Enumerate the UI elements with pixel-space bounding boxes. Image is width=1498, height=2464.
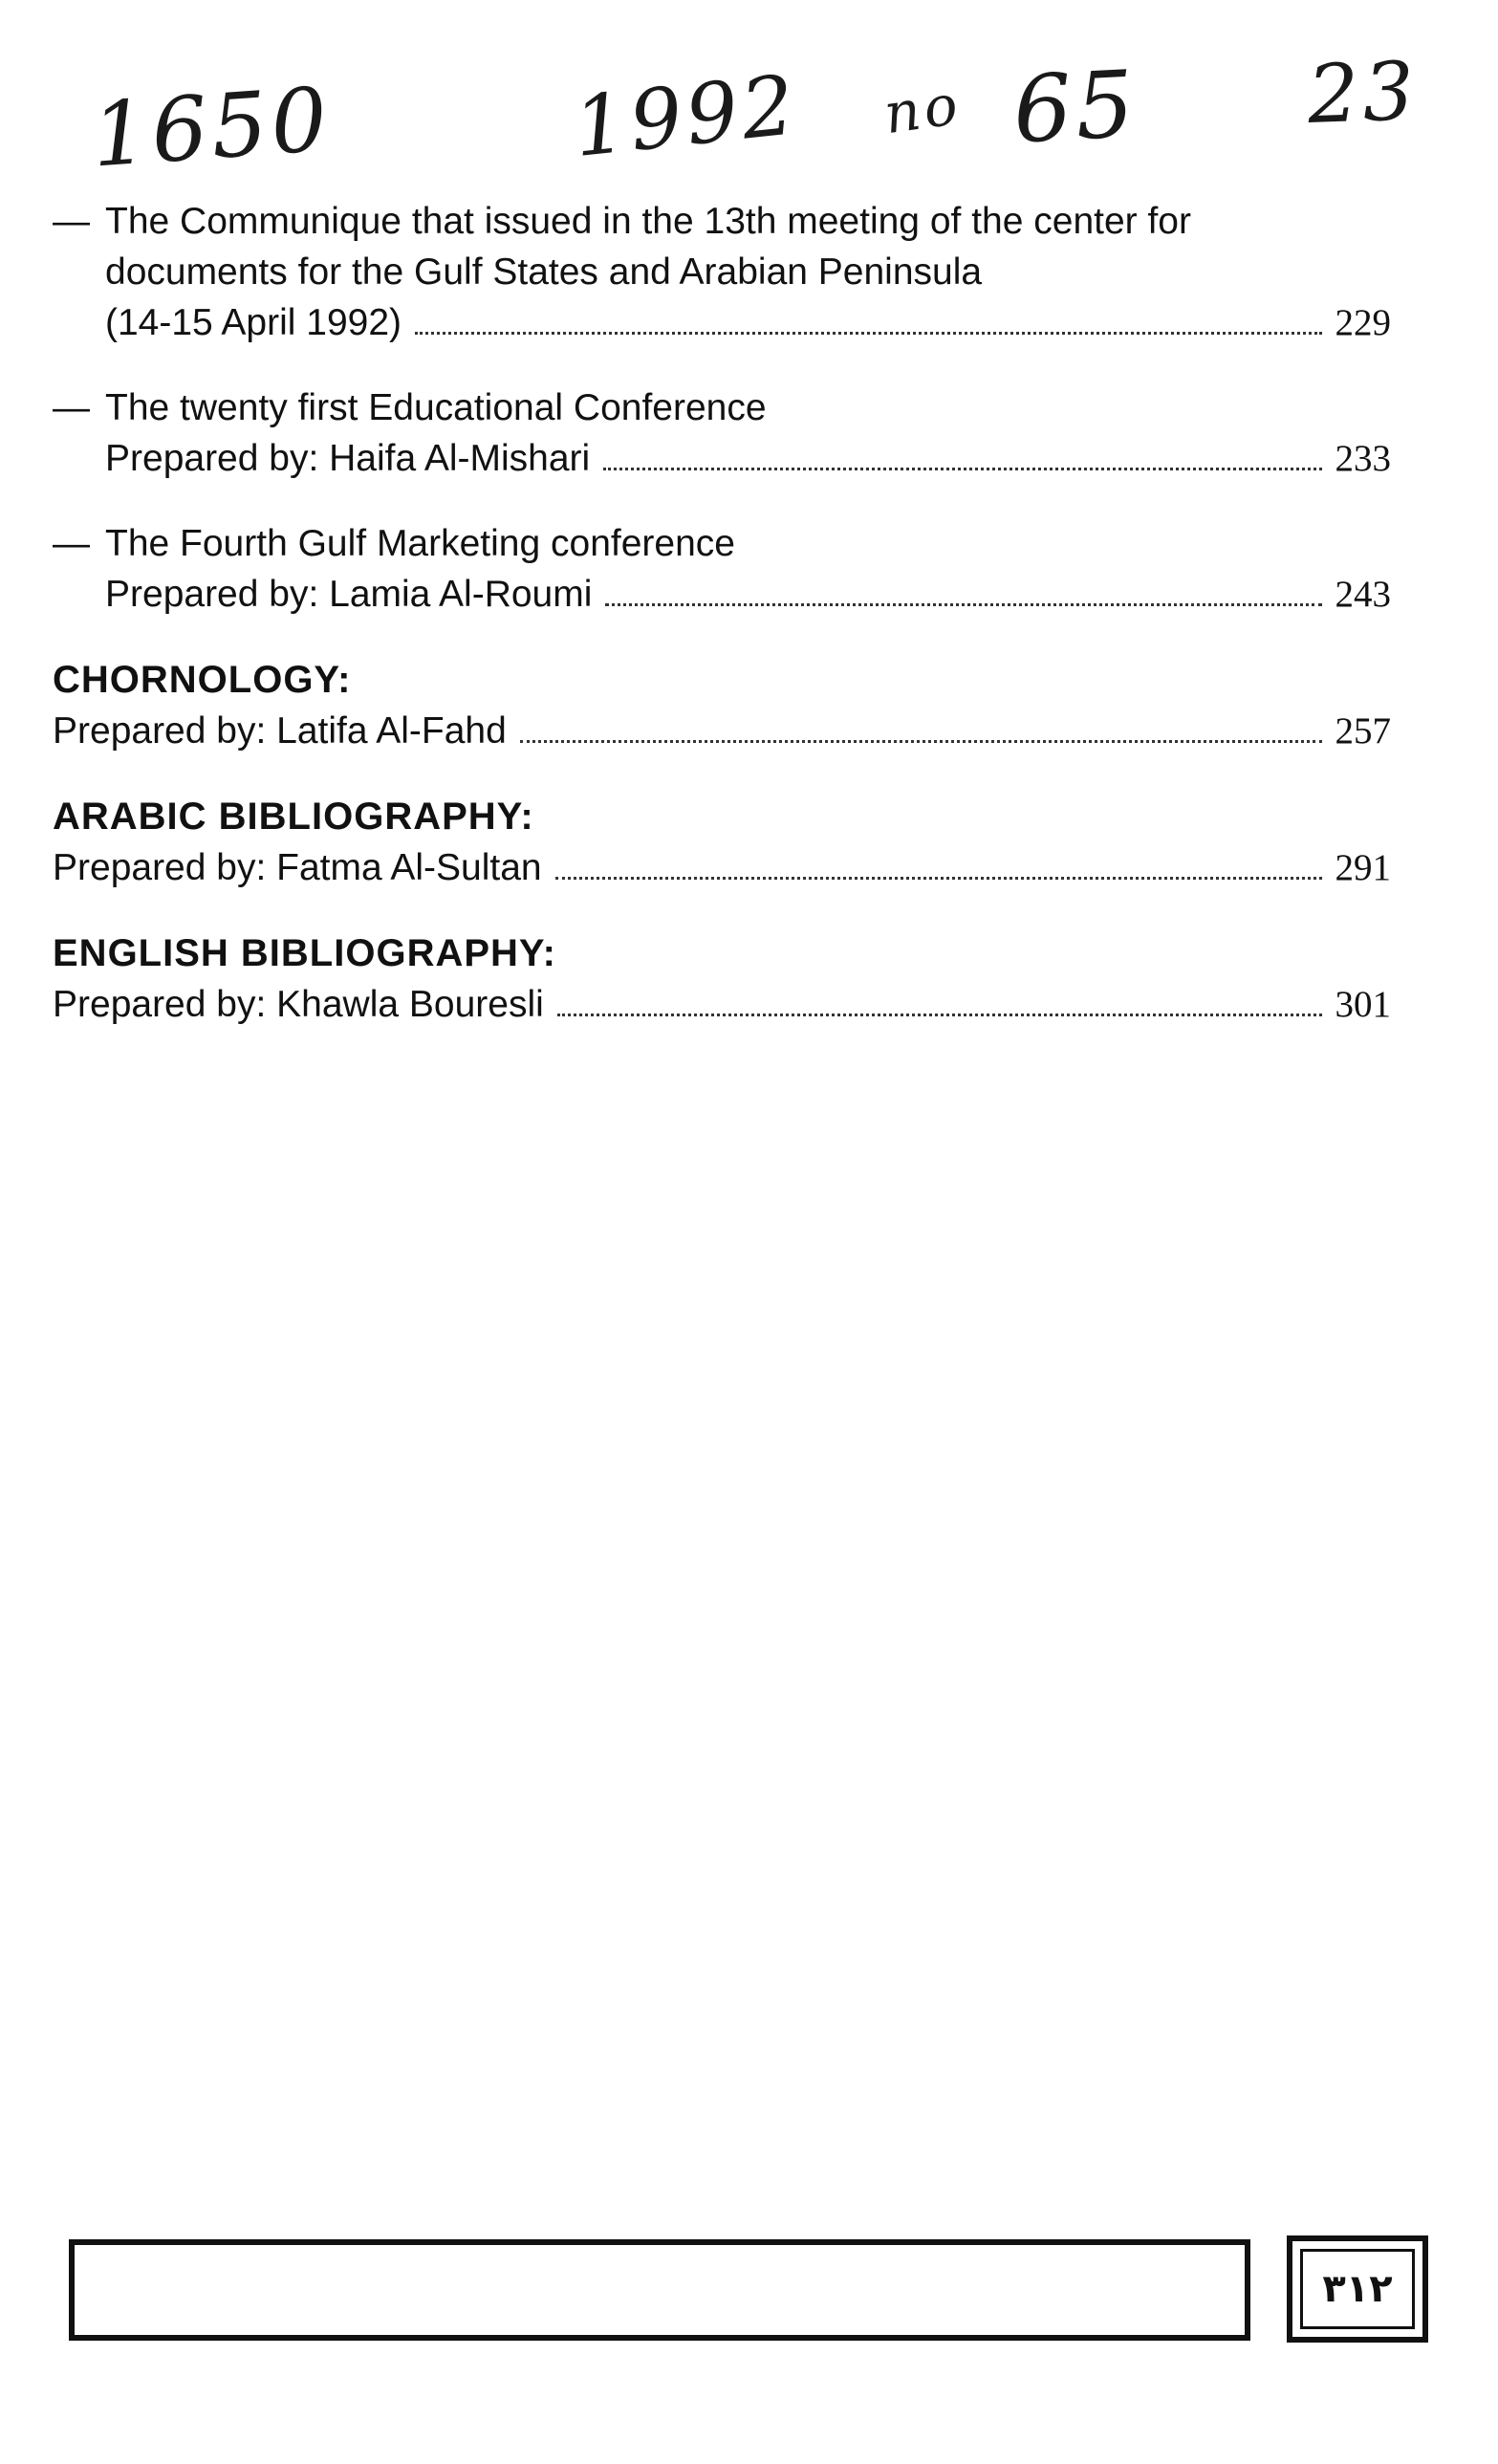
toc-entry-text: The twenty first Educational Conference [105, 387, 767, 428]
dot-leader [557, 1014, 1322, 1016]
toc-section [53, 791, 1391, 893]
page-reference: 233 [1335, 438, 1391, 479]
toc-section-author: Prepared by: Latifa Al-Fahd [53, 710, 507, 752]
toc-entry-text: (14-15 April 1992) [105, 302, 402, 343]
dot-leader [520, 740, 1322, 743]
toc-section [53, 927, 1391, 1030]
dash-mark: — [53, 201, 90, 242]
page-number: ٣١٢ [1322, 2267, 1393, 2311]
toc-entry-leader-line [53, 569, 1391, 620]
toc-entry-author: Prepared by: Lamia Al-Roumi [105, 574, 593, 615]
page-number-box [1287, 2235, 1428, 2343]
dot-leader [605, 603, 1321, 606]
toc-section-author: Prepared by: Fatma Al-Sultan [53, 847, 542, 888]
dot-leader [555, 877, 1322, 880]
table-of-contents [53, 196, 1391, 1064]
toc-section-leader-line [53, 979, 1391, 1030]
toc-entry-line [53, 382, 1391, 433]
page-reference: 243 [1335, 574, 1391, 615]
handwritten-annotation [0, 38, 1498, 187]
toc-entry-leader-line [53, 433, 1391, 484]
dot-leader [603, 468, 1321, 470]
dash-mark: — [53, 523, 90, 564]
toc-entry-line: documents for the Gulf States and Arabian Peninsula [105, 251, 983, 293]
page-reference: 229 [1335, 302, 1391, 343]
page-reference: 301 [1335, 984, 1391, 1025]
toc-entry-leader-line [53, 297, 1391, 348]
toc-section-leader-line [53, 842, 1391, 893]
toc-section [53, 654, 1391, 756]
toc-entry-line [53, 196, 1391, 247]
page-reference: 257 [1335, 710, 1391, 752]
toc-entry-line [53, 518, 1391, 569]
dash-mark: — [53, 387, 90, 428]
footer-frame [69, 2239, 1250, 2341]
handwritten-no: no [879, 71, 966, 147]
section-heading: ENGLISH BIBLIOGRAPHY: [53, 932, 556, 974]
handwritten-year: 1992 [569, 56, 803, 177]
handwritten-mark: 23 [1306, 44, 1420, 142]
handwritten-issue: 65 [1010, 50, 1140, 164]
toc-section-leader-line [53, 706, 1391, 756]
section-heading: CHORNOLOGY: [53, 659, 352, 701]
page-reference: 291 [1335, 847, 1391, 888]
toc-entry-text: The Communique that issued in the 13th meeting of the center for [105, 201, 1191, 242]
toc-entry [53, 518, 1391, 620]
toc-entry [53, 382, 1391, 484]
toc-section-author: Prepared by: Khawla Bouresli [53, 984, 544, 1025]
toc-entry-text: The Fourth Gulf Marketing conference [105, 523, 735, 564]
toc-entry-author: Prepared by: Haifa Al-Mishari [105, 438, 591, 479]
section-heading: ARABIC BIBLIOGRAPHY: [53, 796, 534, 838]
toc-entry [53, 196, 1391, 348]
handwritten-number: 1650 [88, 68, 335, 187]
dot-leader [415, 332, 1321, 335]
